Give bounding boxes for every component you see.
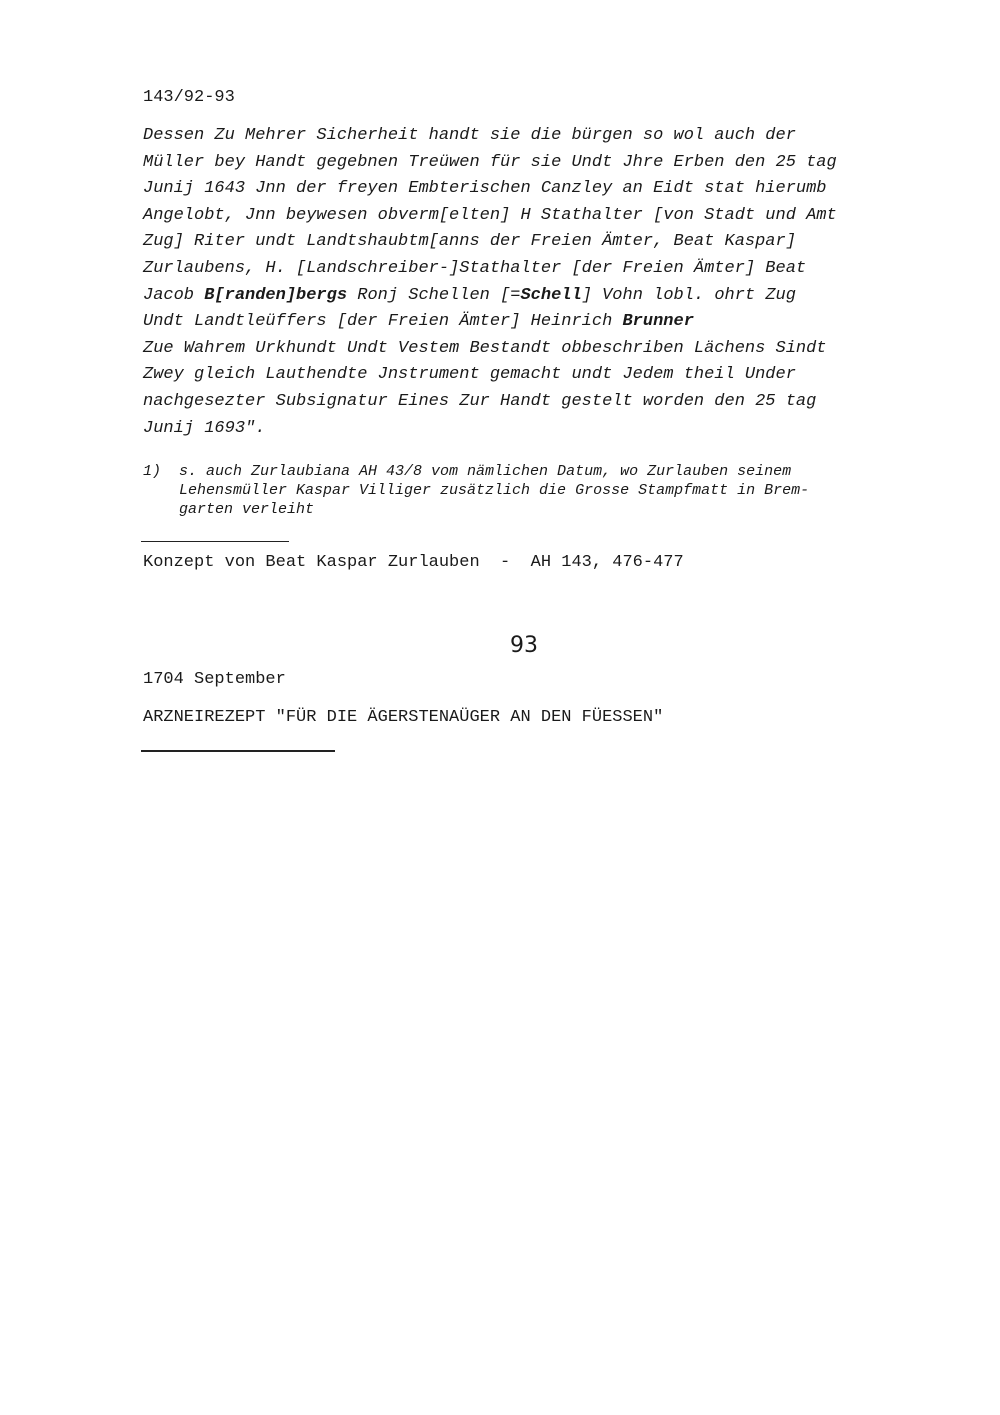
body-line: Zurlaubens, H. [Landschreiber-]Stathalter [der Freien Ämter] Beat — [143, 258, 807, 278]
body-line — [143, 309, 943, 336]
footnote-number: 1) — [143, 463, 162, 480]
footnote-line: garten verleiht — [179, 501, 315, 518]
footnote-row — [143, 462, 943, 519]
document-number: 93 — [510, 633, 538, 658]
body-line: Müller bey Handt gegebnen Treüwen für sie Undt Jhre Erben den 25 tag — [143, 152, 837, 172]
footnote-text — [179, 462, 809, 519]
body-line: Junij 1693". — [143, 418, 266, 438]
source-divider — [141, 541, 289, 542]
document-date: 1704 September — [143, 670, 286, 689]
document-title: ARZNEIREZEPT "FÜR DIE ÄGERSTENAÜGER AN DEN FÜESSEN" — [143, 708, 664, 727]
body-segment: ] Vohn lobl. ohrt Zug — [581, 285, 796, 305]
body-line: Zug] Riter undt Landtshaubtm[anns der Freien Ämter, Beat Kaspar] — [143, 232, 796, 252]
body-line: Dessen Zu Mehrer Sicherheit handt sie die bürgen so wol auch der — [143, 126, 796, 145]
footnote-line: Lehensmüller Kaspar Villiger zusätzlich die Grosse Stampfmatt in Brem- — [179, 482, 810, 499]
body-segment: Undt Landtleüffers [der Freien Ämter] Heinrich — [143, 312, 623, 332]
body-line: Zwey gleich Lauthendte Jnstrument gemacht undt Jedem theil Under — [143, 365, 796, 385]
bold-name: Schell — [520, 285, 582, 305]
title-underline — [141, 750, 335, 752]
body-segment: Ronj Schellen [= — [347, 285, 521, 305]
footnote — [143, 462, 943, 519]
body-line — [143, 283, 943, 310]
body-line: Junij 1643 Jnn der freyen Embterischen Canzley an Eidt stat hierumb — [143, 179, 827, 199]
transcription-body — [143, 123, 943, 442]
body-segment: Jacob — [143, 285, 205, 305]
previous-document-reference: 143/92-93 — [143, 88, 235, 107]
footnote-line: s. auch Zurlaubiana AH 43/8 vom nämlichen Datum, wo Zurlauben seinem — [179, 463, 792, 480]
body-line: Angelobt, Jnn beywesen obverm[elten] H Stathalter [von Stadt und Amt — [143, 205, 837, 225]
body-line: nachgesezter Subsignatur Eines Zur Handt gestelt worden den 25 tag — [143, 391, 817, 411]
body-line: Zue Wahrem Urkhundt Undt Vestem Bestandt obbeschriben Lächens Sindt — [143, 338, 827, 358]
bold-name: B[randen]bergs — [204, 285, 348, 305]
source-line: Konzept von Beat Kaspar Zurlauben - AH 143, 476-477 — [143, 553, 684, 572]
bold-name: Brunner — [622, 312, 694, 332]
